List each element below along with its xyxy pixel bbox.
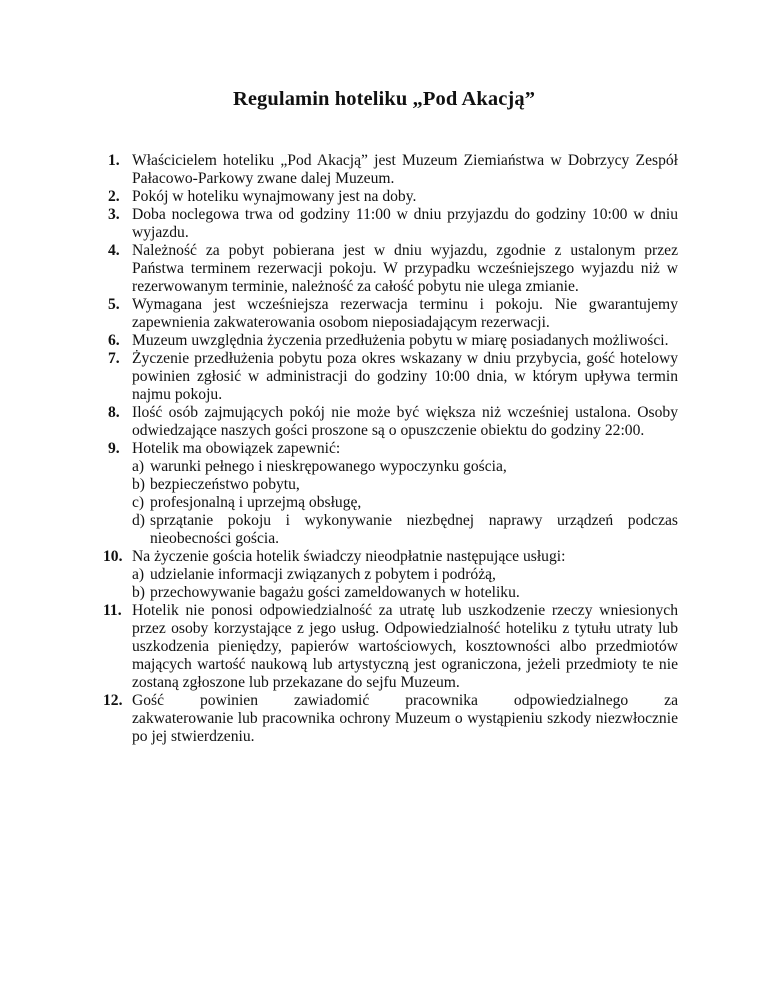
rule-2	[108, 188, 678, 206]
subitem-letter: c)	[132, 494, 145, 511]
rule-number: 5.	[108, 296, 120, 313]
rule-text: Ilość osób zajmujących pokój nie może być większa niż wcześniej ustalona. Osoby odwiedzające naszych gości proszone są o opuszczenie obiektu do godziny 22:00.	[132, 404, 678, 439]
rule-number: 6.	[108, 332, 120, 349]
rule-9-subitem-b	[108, 476, 678, 494]
rule-number: 1.	[108, 152, 120, 169]
rule-10-subitem-a	[108, 566, 678, 584]
subitem-text: profesjonalną i uprzejmą obsługę,	[150, 494, 362, 511]
rule-text: Wymagana jest wcześniejsza rezerwacja terminu i pokoju. Nie gwarantujemy zapewnienia zakwaterowania osobom nieposiadającym rezerwacji.	[132, 296, 678, 331]
document-title: Regulamin hoteliku „Pod Akacją”	[232, 88, 536, 110]
rule-6	[108, 332, 678, 350]
rule-number: 7.	[108, 350, 120, 367]
subitem-text: przechowywanie bagażu gości zameldowanych w hoteliku.	[150, 584, 520, 601]
subitem-letter: d)	[132, 512, 145, 529]
rule-12	[103, 692, 678, 746]
rule-text: Właścicielem hoteliku „Pod Akacją” jest Muzeum Ziemiaństwa w Dobrzycy Zespół Pałacowo-Parkowy zwane dalej Muzeum.	[132, 152, 678, 187]
rule-7	[108, 350, 678, 404]
rule-text-first-line: Gość powinien zawiadomić pracownika odpowiedzialnego za	[132, 692, 678, 709]
rule-text: Należność za pobyt pobierana jest w dniu wyjazdu, zgodnie z ustalonym przez Państwa terminem rezerwacji pokoju. W przypadku wcześniejszego wyjazdu niż w rezerwowanym terminie, należność za całość pobytu nie ulega zmianie.	[132, 242, 678, 295]
subitem-text: bezpieczeństwo pobytu,	[150, 476, 300, 493]
rule-text: Hotelik ma obowiązek zapewnić:	[132, 440, 341, 457]
rule-number: 11.	[103, 602, 122, 619]
rule-9-subitem-d	[108, 512, 678, 548]
rule-number: 2.	[108, 188, 120, 205]
rule-1	[108, 152, 678, 188]
subitem-letter: b)	[132, 476, 145, 493]
rule-number: 3.	[108, 206, 120, 223]
rule-number: 4.	[108, 242, 120, 259]
rules-list	[103, 152, 678, 746]
rule-number: 9.	[108, 440, 120, 457]
rule-number: 12.	[103, 692, 123, 709]
rule-11	[103, 602, 678, 692]
rule-9-subitem-c	[108, 494, 678, 512]
rule-8	[108, 404, 678, 440]
subitem-letter: b)	[132, 584, 145, 601]
rule-4	[108, 242, 678, 296]
rule-9-subitem-a	[108, 458, 678, 476]
rule-number: 8.	[108, 404, 120, 421]
rule-text: Pokój w hoteliku wynajmowany jest na doby.	[132, 188, 417, 205]
rule-text: Hotelik nie ponosi odpowiedzialność za utratę lub uszkodzenie rzeczy wniesionych przez osoby korzystające z jego usług. Odpowiedzialność hoteliku z tytułu utraty lub uszkodzenia pieniędzy, papierów wartościowych, kosztowności albo przedmiotów mających wartość naukową lub artystyczną jest ograniczona, jeżeli przedmioty te nie zostaną zgłoszone lub przekazane do sejfu Muzeum.	[132, 602, 678, 691]
rule-text: Muzeum uwzględnia życzenia przedłużenia pobytu w miarę posiadanych możliwości.	[132, 332, 669, 349]
rule-5	[108, 296, 678, 332]
rule-text-rest: zakwaterowanie lub pracownika ochrony Muzeum o wystąpieniu szkody niezwłocznie po jej stwierdzeniu.	[132, 710, 678, 745]
subitem-text: sprzątanie pokoju i wykonywanie niezbędnej naprawy urządzeń podczas nieobecności gościa.	[150, 512, 678, 547]
subitem-letter: a)	[132, 566, 145, 583]
subitem-text: warunki pełnego i nieskrępowanego wypoczynku gościa,	[150, 458, 507, 475]
rule-text: Na życzenie gościa hotelik świadczy nieodpłatnie następujące usługi:	[132, 548, 566, 565]
rule-10	[103, 548, 678, 566]
rule-number: 10.	[103, 548, 123, 565]
subitem-text: udzielanie informacji związanych z pobytem i podróżą,	[150, 566, 496, 583]
rule-text: Doba noclegowa trwa od godziny 11:00 w dniu przyjazdu do godziny 10:00 w dniu wyjazdu.	[132, 206, 678, 241]
subitem-letter: a)	[132, 458, 145, 475]
rule-3	[108, 206, 678, 242]
rule-10-subitem-b	[108, 584, 678, 602]
rule-9	[108, 440, 678, 458]
rule-text: Życzenie przedłużenia pobytu poza okres wskazany w dniu przybycia, gość hotelowy powinien zgłosić w administracji do godziny 10:00 dnia, w którym upływa termin najmu pokoju.	[132, 350, 678, 403]
